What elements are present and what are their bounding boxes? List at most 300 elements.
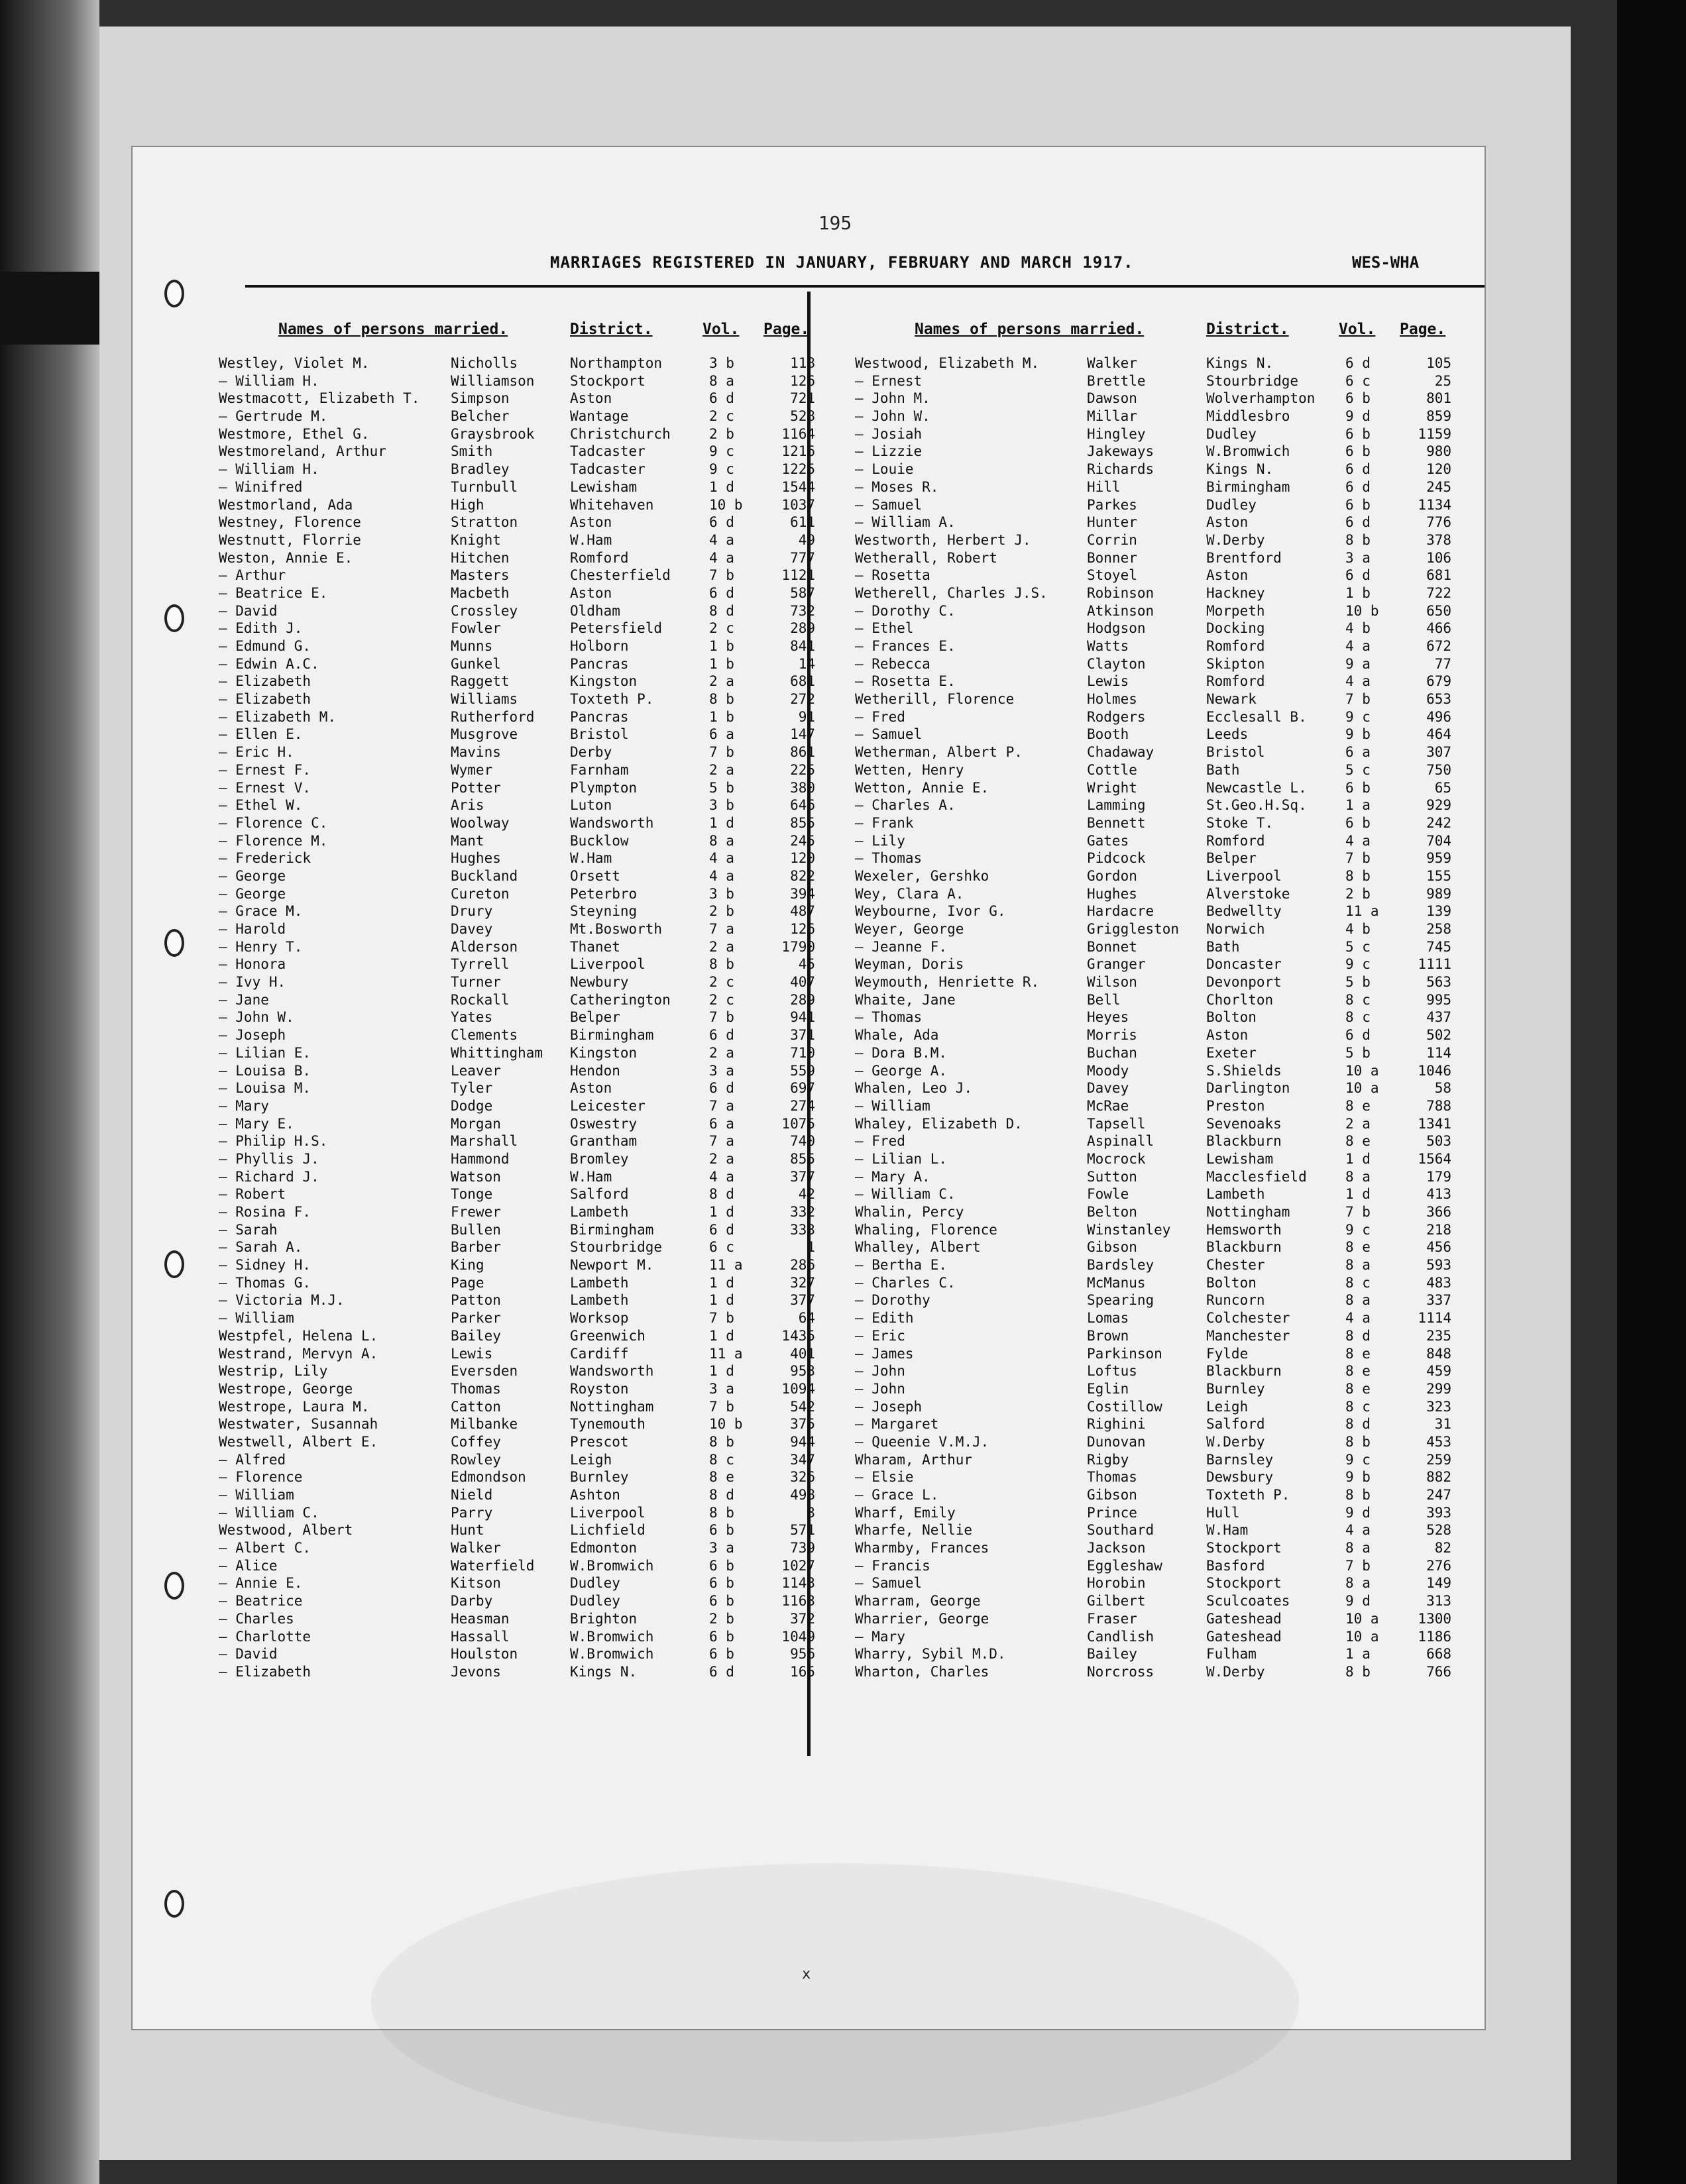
entry-name: Weymouth, Henriette R. [855,974,1040,991]
entry-page: 1225 [781,461,815,478]
entry-spouse: Potter [451,779,501,796]
entry-page: 77 [1434,655,1451,672]
entry-name: — Beatrice [219,1593,303,1610]
entry-spouse: Wilson [1087,974,1137,991]
entry-page: 710 [790,1044,815,1061]
entry-district: Oldham [570,602,620,619]
entry-page: 498 [790,1487,815,1503]
entry-spouse: Costillow [1087,1398,1162,1415]
entry-vol: 1 b [709,708,734,725]
entry-vol: 8 e [1345,1239,1371,1256]
entry-page: 245 [790,832,815,849]
entry-vol: 8 d [1345,1416,1371,1433]
entry-spouse: Hardacre [1087,903,1154,920]
entry-spouse: Knight [451,531,501,548]
entry-name: — Samuel [855,1575,923,1592]
entry-vol: 2 b [709,1610,734,1627]
entry-name: — Grace M. [219,903,303,920]
entry-name: — Sarah [219,1221,278,1238]
entry-name: Westrand, Mervyn A. [219,1345,378,1362]
entry-spouse: McManus [1087,1274,1146,1291]
entry-district: Orsett [570,867,620,884]
entry-vol: 7 a [709,1133,734,1150]
entry-district: Colchester [1206,1310,1290,1327]
entry-district: W.Ham [570,850,612,867]
entry-page: 466 [1426,620,1451,637]
entry-spouse: Tapsell [1087,1115,1146,1132]
entry-name: — Frank [855,814,914,831]
entry-vol: 8 b [709,1433,734,1450]
entry-spouse: Heyes [1087,1009,1129,1026]
entry-district: Romford [570,549,629,566]
entry-vol: 5 b [1345,1044,1371,1061]
entry-district: Liverpool [1206,867,1282,884]
entry-page: 1341 [1418,1115,1451,1132]
entry-vol: 10 a [1345,1628,1379,1645]
entry-spouse: Richards [1087,461,1154,478]
entry-district: Liverpool [570,956,646,973]
entry-spouse: Waterfield [451,1557,535,1574]
entry-vol: 9 c [1345,1451,1371,1468]
entry-page: 118 [790,355,815,371]
entry-spouse: Gates [1087,832,1129,849]
entry-name: — Albert C. [219,1540,311,1556]
entry-spouse: Darby [451,1593,493,1610]
entry-name: — William [855,1097,930,1114]
entry-page: 25 [1434,372,1451,389]
entry-name: — Jane [219,991,269,1008]
entry-district: Bolton [1206,1009,1257,1026]
entry-spouse: Barber [451,1239,501,1256]
entry-page: 1114 [1418,1310,1451,1327]
entry-district: Tadcaster [570,443,646,460]
entry-page: 64 [798,1310,815,1327]
entry-vol: 7 b [1345,850,1371,867]
paper-stain [371,1863,1299,2142]
entry-name: — Harold [219,921,286,937]
entry-name: — Frances E. [855,638,956,654]
entry-spouse: Brettle [1087,372,1146,389]
entry-page: 276 [1426,1557,1451,1574]
entry-page: 1 [807,1239,815,1256]
entry-district: Lambeth [570,1292,629,1309]
entry-vol: 8 a [1345,1292,1371,1309]
entry-page: 1164 [781,425,815,442]
entry-vol: 9 b [1345,1469,1371,1486]
entry-vol: 4 b [1345,620,1371,637]
entry-spouse: Dunovan [1087,1433,1146,1450]
entry-district: Fulham [1206,1646,1257,1663]
entry-page: 366 [1426,1204,1451,1220]
punch-hole [164,1572,184,1600]
entry-vol: 2 a [709,1150,734,1167]
entry-name: — Sarah A. [219,1239,303,1256]
entry-vol: 7 b [709,567,734,584]
entry-spouse: Corrin [1087,531,1137,548]
entry-name: — Mary [219,1097,269,1114]
entry-name: — Grace L. [855,1487,939,1503]
entry-vol: 6 b [709,1646,734,1663]
entry-district: W.Bromwich [570,1557,654,1574]
entry-page: 375 [790,1416,815,1433]
entry-vol: 8 c [1345,1009,1371,1026]
entry-vol: 5 c [1345,761,1371,778]
entry-vol: 1 d [709,1274,734,1291]
entry-district: Lambeth [1206,1186,1265,1203]
entry-name: — Sidney H. [219,1257,311,1274]
entry-spouse: Eversden [451,1363,518,1380]
entry-page: 1790 [781,938,815,955]
entry-district: Birmingham [570,1027,654,1044]
entry-vol: 8 c [1345,1274,1371,1291]
entry-name: Westwell, Albert E. [219,1433,378,1450]
entry-page: 245 [1426,478,1451,495]
entry-vol: 1 a [1345,1646,1371,1663]
entry-name: Westmacott, Elizabeth T. [219,390,420,407]
entry-page: 777 [790,549,815,566]
entry-page: 377 [790,1168,815,1185]
entry-vol: 2 c [709,408,734,425]
entry-spouse: Jackson [1087,1540,1146,1556]
entry-name: — Elizabeth [219,691,311,708]
entry-spouse: Lamming [1087,797,1146,814]
entry-district: Aston [1206,514,1249,531]
entry-vol: 11 a [1345,903,1379,920]
entry-page: 1163 [781,1593,815,1610]
entry-page: 126 [790,372,815,389]
entry-spouse: Walker [451,1540,501,1556]
entry-district: Leicester [570,1097,646,1114]
entry-page: 1075 [781,1115,815,1132]
entry-name: Wexeler, Gershko [855,867,989,884]
entry-page: 503 [1426,1133,1451,1150]
entry-district: Chorlton [1206,991,1274,1008]
entry-page: 218 [1426,1221,1451,1238]
entry-vol: 6 a [709,726,734,743]
entry-page: 681 [1426,567,1451,584]
entry-page: 861 [790,744,815,761]
entry-district: Thanet [570,938,620,955]
entry-page: 650 [1426,602,1451,619]
entry-name: Weston, Annie E. [219,549,353,566]
entry-name: — David [219,602,278,619]
entry-name: Wey, Clara A. [855,885,964,902]
entry-vol: 6 d [709,1080,734,1097]
entry-page: 82 [1434,1540,1451,1556]
entry-page: 697 [790,1080,815,1097]
entry-spouse: Simpson [451,390,510,407]
entry-district: Prescot [570,1433,629,1450]
entry-name: — Eric [855,1327,905,1344]
entry-district: Stockport [1206,1575,1282,1592]
entry-name: — Ethel [855,620,914,637]
entry-district: Fylde [1206,1345,1249,1362]
entry-page: 1143 [781,1575,815,1592]
entry-vol: 6 c [1345,372,1371,389]
entry-vol: 6 b [1345,496,1371,513]
entry-name: — Ethel W. [219,797,303,814]
entry-name: Wharrier, George [855,1610,989,1627]
entry-name: — John W. [855,408,930,425]
entry-name: — Ernest F. [219,761,311,778]
entry-name: Wetherell, Charles J.S. [855,584,1048,601]
entry-district: Lambeth [570,1274,629,1291]
entry-district: Blackburn [1206,1363,1282,1380]
entry-name: — Joseph [219,1027,286,1044]
entry-spouse: Brown [1087,1327,1129,1344]
entry-spouse: Bonner [1087,549,1137,566]
entry-page: 437 [1426,1009,1451,1026]
entry-vol: 8 c [1345,1398,1371,1415]
entry-vol: 4 a [709,1168,734,1185]
entry-spouse: Horobin [1087,1575,1146,1592]
entry-vol: 3 b [709,797,734,814]
entry-spouse: Lewis [451,1345,493,1362]
entry-district: Nottingham [570,1398,654,1415]
footer-mark: x [802,1966,811,1983]
entry-district: Basford [1206,1557,1265,1574]
entry-spouse: Walker [1087,355,1137,371]
entry-spouse: Southard [1087,1522,1154,1539]
entry-page: 563 [1426,974,1451,991]
entry-vol: 9 d [1345,408,1371,425]
entry-vol: 3 b [709,355,734,371]
entry-spouse: Fowle [1087,1186,1129,1203]
entry-page: 1186 [1418,1628,1451,1645]
entry-page: 679 [1426,673,1451,690]
entry-district: Bedwellty [1206,903,1282,920]
entry-district: W.Derby [1206,1663,1265,1680]
entry-name: — David [219,1646,278,1663]
entry-spouse: Cureton [451,885,510,902]
entry-vol: 3 a [709,1540,734,1556]
entry-spouse: Lewis [1087,673,1129,690]
entry-district: Chesterfield [570,567,671,584]
entry-name: — Richard J. [219,1168,319,1185]
entry-vol: 4 a [709,867,734,884]
entry-name: Westmorland, Ada [219,496,353,513]
entry-spouse: Cottle [1087,761,1137,778]
entry-page: 242 [1426,814,1451,831]
entry-spouse: Kitson [451,1575,501,1592]
entry-name: Westwood, Elizabeth M. [855,355,1040,371]
entry-district: Luton [570,797,612,814]
entry-spouse: Watts [1087,638,1129,654]
entry-spouse: Leaver [451,1062,501,1079]
entry-page: 502 [1426,1027,1451,1044]
entry-vol: 6 c [709,1239,734,1256]
entry-district: S.Shields [1206,1062,1282,1079]
entry-spouse: Coffey [451,1433,501,1450]
entry-vol: 8 d [709,602,734,619]
entry-spouse: Hughes [1087,885,1137,902]
entry-spouse: Catton [451,1398,501,1415]
entry-name: — Ernest [855,372,923,389]
entry-district: Grantham [570,1133,638,1150]
entry-district: Birmingham [1206,478,1290,495]
entry-page: 413 [1426,1186,1451,1203]
entry-name: — Jeanne F. [855,938,948,955]
entry-page: 739 [790,1540,815,1556]
entry-district: Aston [1206,1027,1249,1044]
entry-spouse: Davey [1087,1080,1129,1097]
entry-spouse: Masters [451,567,510,584]
entry-district: Ashton [570,1487,620,1503]
entry-spouse: Moody [1087,1062,1129,1079]
entry-name: — Mary E. [219,1115,294,1132]
entry-page: 672 [1426,638,1451,654]
entry-page: 1216 [781,443,815,460]
entry-name: Whale, Ada [855,1027,939,1044]
entry-spouse: Morris [1087,1027,1137,1044]
entry-page: 456 [1426,1239,1451,1256]
entry-vol: 4 a [709,549,734,566]
entry-page: 247 [1426,1487,1451,1503]
entry-district: Hull [1206,1504,1240,1521]
entry-name: — John W. [219,1009,294,1026]
entry-spouse: Eglin [1087,1380,1129,1397]
entry-spouse: Woolway [451,814,510,831]
entry-district: Hemsworth [1206,1221,1282,1238]
entry-vol: 4 a [1345,638,1371,654]
entry-vol: 6 d [709,1663,734,1680]
entry-vol: 2 a [709,938,734,955]
entry-vol: 6 d [1345,461,1371,478]
entry-district: Dewsbury [1206,1469,1274,1486]
entry-vol: 7 b [709,1009,734,1026]
entry-vol: 7 b [709,1310,734,1327]
entry-page: 14 [798,655,815,672]
entry-district: Cardiff [570,1345,629,1362]
entry-name: Westmore, Ethel G. [219,425,370,442]
entry-vol: 8 a [1345,1257,1371,1274]
entry-vol: 6 d [1345,355,1371,371]
entry-page: 91 [798,708,815,725]
punch-hole [164,1250,184,1278]
entry-page: 42 [798,1186,815,1203]
entry-name: Westley, Violet M. [219,355,370,371]
entry-vol: 8 b [709,956,734,973]
entry-district: Pancras [570,708,629,725]
entry-district: Preston [1206,1097,1265,1114]
entry-page: 155 [1426,867,1451,884]
entry-district: W.Derby [1206,1433,1265,1450]
entry-name: — Josiah [855,425,923,442]
entry-spouse: Jevons [451,1663,501,1680]
entry-vol: 8 a [1345,1168,1371,1185]
entry-spouse: Parkinson [1087,1345,1162,1362]
page-title: MARRIAGES REGISTERED IN JANUARY, FEBRUARY AND MARCH 1917. [550,253,1134,272]
entry-page: 528 [790,408,815,425]
entry-name: — Victoria M.J. [219,1292,345,1309]
entry-spouse: Frewer [451,1204,501,1220]
entry-district: Belper [570,1009,620,1026]
entry-vol: 10 b [1345,602,1379,619]
entry-spouse: Granger [1087,956,1146,973]
entry-district: Derby [570,744,612,761]
entry-page: 1435 [781,1327,815,1344]
entry-district: W.Derby [1206,531,1265,548]
entry-spouse: High [451,496,484,513]
entry-district: Bristol [570,726,629,743]
entry-page: 721 [790,390,815,407]
entry-page: 653 [1426,691,1451,708]
entry-name: Westpfel, Helena L. [219,1327,378,1344]
entry-spouse: Hassall [451,1628,510,1645]
entry-spouse: Page [451,1274,484,1291]
entry-vol: 8 e [1345,1133,1371,1150]
entry-name: — Ellen E. [219,726,303,743]
entry-district: Stourbridge [1206,372,1299,389]
entry-spouse: Tyrrell [451,956,510,973]
entry-name: Wetherall, Robert [855,549,997,566]
entry-name: — Ivy H. [219,974,286,991]
entry-vol: 6 d [709,584,734,601]
entry-vol: 7 b [709,744,734,761]
entry-vol: 6 d [1345,567,1371,584]
entry-vol: 4 a [1345,1522,1371,1539]
entry-page: 327 [790,1274,815,1291]
entry-vol: 3 a [1345,549,1371,566]
entry-district: Salford [1206,1416,1265,1433]
entry-name: — Lizzie [855,443,923,460]
entry-vol: 8 b [1345,531,1371,548]
entry-vol: 6 b [1345,425,1371,442]
entry-spouse: Candlish [1087,1628,1154,1645]
entry-name: — William A. [855,514,956,531]
entry-page: 528 [1426,1522,1451,1539]
entry-district: Newcastle L. [1206,779,1307,796]
entry-district: Birmingham [570,1221,654,1238]
header-page: Page. [763,321,810,338]
entry-name: — Fred [855,1133,905,1150]
entry-district: Manchester [1206,1327,1290,1344]
entry-page: 401 [790,1345,815,1362]
page-number: 195 [818,212,852,234]
entry-district: Stoke T. [1206,814,1274,831]
entry-page: 394 [790,885,815,902]
entry-district: Romford [1206,832,1265,849]
punch-hole [164,604,184,632]
entry-page: 313 [1426,1593,1451,1610]
entry-page: 766 [1426,1663,1451,1680]
entry-page: 1111 [1418,956,1451,973]
entry-name: — Thomas [855,850,923,867]
entry-spouse: Gunkel [451,655,501,672]
entry-name: Westrope, Laura M. [219,1398,370,1415]
entry-vol: 7 a [709,921,734,937]
entry-vol: 8 b [1345,1433,1371,1450]
entry-district: Romford [1206,673,1265,690]
entry-spouse: Atkinson [1087,602,1154,619]
entry-spouse: Gibson [1087,1487,1137,1503]
entry-spouse: Milbanke [451,1416,518,1433]
entry-page: 1027 [781,1557,815,1574]
entry-district: Toxteth P. [570,691,654,708]
entry-spouse: Tyler [451,1080,493,1097]
entry-spouse: Holmes [1087,691,1137,708]
entry-vol: 9 c [709,461,734,478]
entry-page: 980 [1426,443,1451,460]
entry-page: 882 [1426,1469,1451,1486]
entry-page: 941 [790,1009,815,1026]
entry-name: — William C. [219,1504,319,1521]
entry-name: Westrip, Lily [219,1363,328,1380]
entry-name: — Alice [219,1557,278,1574]
entry-district: Pancras [570,655,629,672]
entry-vol: 6 a [1345,744,1371,761]
entry-spouse: Buchan [1087,1044,1137,1061]
